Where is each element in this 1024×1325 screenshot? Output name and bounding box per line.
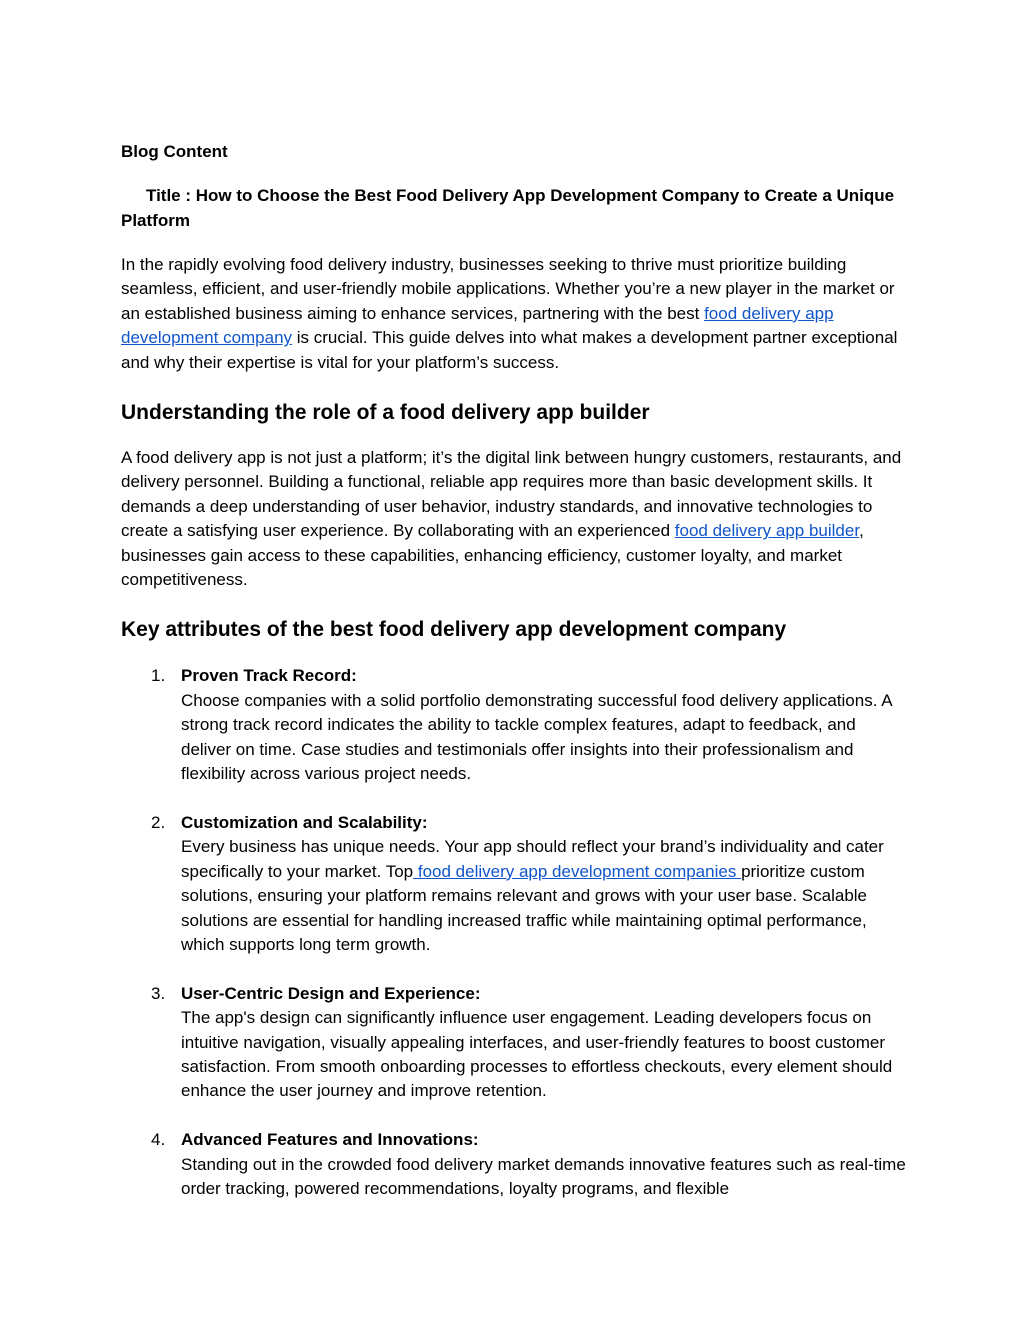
list-item — [121, 982, 906, 1104]
blog-content-label: Blog Content — [121, 142, 228, 161]
blog-title: Title : How to Choose the Best Food Delivery App Development Company to Create a Unique Platform — [121, 186, 895, 230]
section-heading-role: Understanding the role of a food delivery app builder — [121, 401, 650, 425]
list-item-body-before: Every business has unique needs. Your app should reflect your brand’s individuality and cater specifically to your market. Top — [181, 837, 884, 881]
list-item-body — [181, 835, 906, 957]
list-item-title: User-Centric Design and Experience: — [181, 983, 481, 1003]
list-item — [121, 664, 906, 786]
list-item-body: The app's design can significantly influence user engagement. Leading developers focus on intuitive navigation, visually appealing interfaces, and user-friendly features to boost customer satisfaction. From smooth onboarding processes to effortless checkouts, every element should enhance the user journey and improve retention. — [181, 1008, 893, 1101]
list-item-body: Standing out in the crowded food delivery market demands innovative features such as real-time order tracking, powered recommendations, loyalty programs, and flexible — [181, 1154, 906, 1198]
intro-text-before: In the rapidly evolving food delivery industry, businesses seeking to thrive must prioritize building seamless, efficient, and user-friendly mobile applications. Whether you’re a new player in the market or an established business aiming to enhance services, partnering with the best — [121, 255, 895, 323]
role-text-before: A food delivery app is not just a platform; it’s the digital link between hungry customers, restaurants, and delivery personnel. Building a functional, reliable app requires more than basic development skills. It demands a deep understanding of user behavior, industry standards, and innovative technologies to create a satisfying user experience. By collaborating with an experienced — [121, 448, 902, 541]
intro-text-after: is crucial. This guide delves into what makes a development partner exceptional and why their expertise is vital for your platform’s success. — [121, 328, 898, 372]
list-item-number: 4. — [151, 1130, 166, 1150]
list-item-title: Customization and Scalability: — [181, 812, 428, 832]
list-item-body: Choose companies with a solid portfolio demonstrating successful food delivery applications. A strong track record indicates the ability to tackle complex features, adapt to feedback, and deliver on time. Case studies and testimonials offer insights into their professionalism and flexibility across various project needs. — [181, 690, 892, 784]
list-item — [121, 811, 906, 957]
role-text-after: , businesses gain access to these capabilities, enhancing efficiency, customer loyalty, and market competitiveness. — [121, 521, 864, 590]
list-item-title: Proven Track Record: — [181, 666, 357, 686]
food-delivery-app-development-companies-link[interactable]: food delivery app development companies — [413, 861, 742, 881]
list-item-number: 1. — [151, 666, 166, 686]
list-item — [121, 1128, 906, 1201]
section-heading-key-attributes: Key attributes of the best food delivery app development company — [121, 618, 787, 642]
intro-paragraph — [121, 253, 906, 375]
role-paragraph — [121, 446, 906, 592]
food-delivery-app-builder-link[interactable]: food delivery app builder — [674, 521, 860, 541]
key-attributes-list — [121, 664, 906, 1201]
list-item-title: Advanced Features and Innovations: — [181, 1130, 479, 1150]
list-item-number: 3. — [151, 983, 166, 1003]
list-item-body-after: prioritize custom solutions, ensuring your platform remains relevant and grows with your user base. Scalable solutions are essential for handling increased traffic while maintaining optimal performance, which supports long term growth. — [181, 861, 868, 954]
document-page — [121, 140, 906, 1226]
list-item-number: 2. — [151, 812, 166, 832]
food-delivery-app-development-company-link[interactable]: food delivery app development company — [121, 303, 834, 348]
